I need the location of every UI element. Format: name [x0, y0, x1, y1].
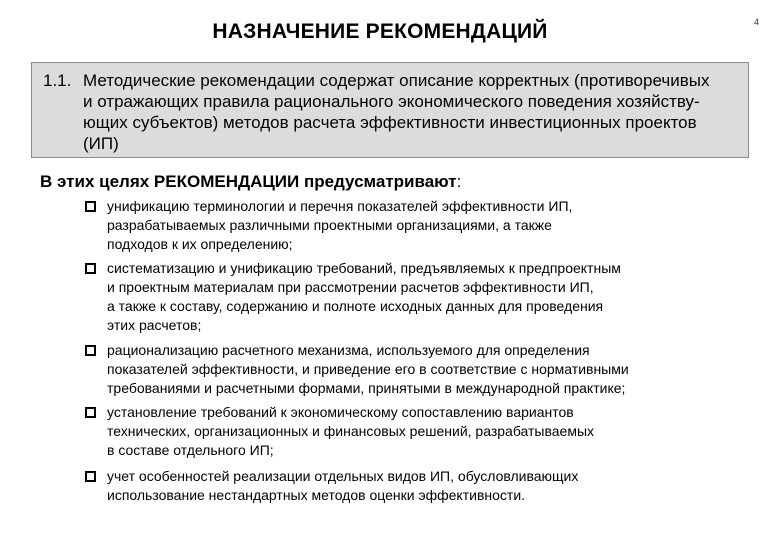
recommendation-line: и отражающих правила рационального экономического поведения хозяйству- — [83, 92, 700, 111]
recommendation-line: (ИП) — [83, 134, 119, 153]
recommendation-line: Методические рекомендации содержат описание корректных (противоречивых — [83, 71, 710, 90]
recommendation-text — [83, 70, 748, 154]
list-item — [107, 341, 757, 398]
checkbox-bullet-icon — [85, 345, 96, 356]
intro-verb: предусматривают — [299, 172, 457, 191]
intro-paragraph — [40, 171, 461, 192]
page-title: НАЗНАЧЕНИЕ РЕКОМЕНДАЦИЙ — [212, 20, 548, 43]
checkbox-bullet-icon — [85, 201, 96, 212]
page-number: 4 — [754, 17, 760, 27]
list-item — [107, 197, 757, 254]
checkbox-bullet-icon — [85, 263, 96, 274]
checkbox-bullet-icon — [85, 407, 96, 418]
list-item-line: показателей эффективности, и приведение его в соответствие с нормативными — [107, 361, 629, 377]
recommendation-line: ющих субъектов) методов расчета эффективности инвестиционных проектов — [83, 113, 697, 132]
list-item-line: требованиями и расчетными формами, принятыми в международной практике; — [107, 380, 626, 396]
recommendation-box — [31, 62, 749, 158]
list-item-line: подходов к их определению; — [107, 236, 293, 252]
list-item — [107, 403, 757, 460]
list-item-line: этих расчетов; — [107, 317, 202, 333]
checkbox-bullet-icon — [85, 471, 96, 482]
list-item-line: учет особенностей реализации отдельных видов ИП, обусловливающих — [107, 468, 579, 484]
list-item-line: систематизацию и унификацию требований, предъявляемых к предпроектным — [107, 260, 621, 276]
list-item-line: разрабатываемых различными проектными организациями, а также — [107, 217, 552, 233]
list-item-line: и проектным материалам при рассмотрении расчетов эффективности ИП, — [107, 279, 594, 295]
intro-prefix: В этих целях — [40, 172, 154, 191]
list-item — [107, 259, 757, 335]
intro-subject: РЕКОМЕНДАЦИИ — [153, 172, 300, 191]
list-item-line: технических, организационных и финансовых решений, разрабатываемых — [107, 423, 595, 439]
list-item-line: установление требований к экономическому сопоставлению вариантов — [107, 404, 574, 420]
list-item — [107, 467, 757, 505]
list-item-line: а также к составу, содержанию и полноте исходных данных для проведения — [107, 298, 604, 314]
list-item-line: использование нестандартных методов оценки эффективности. — [107, 487, 526, 503]
intro-suffix: : — [456, 172, 462, 191]
list-item-line: в составе отдельного ИП; — [107, 442, 274, 458]
list-item-line: унификацию терминологии и перечня показателей эффективности ИП, — [107, 198, 573, 214]
recommendation-number: 1.1. — [43, 71, 72, 90]
list-item-line: рационализацию расчетного механизма, используемого для определения — [107, 342, 590, 358]
